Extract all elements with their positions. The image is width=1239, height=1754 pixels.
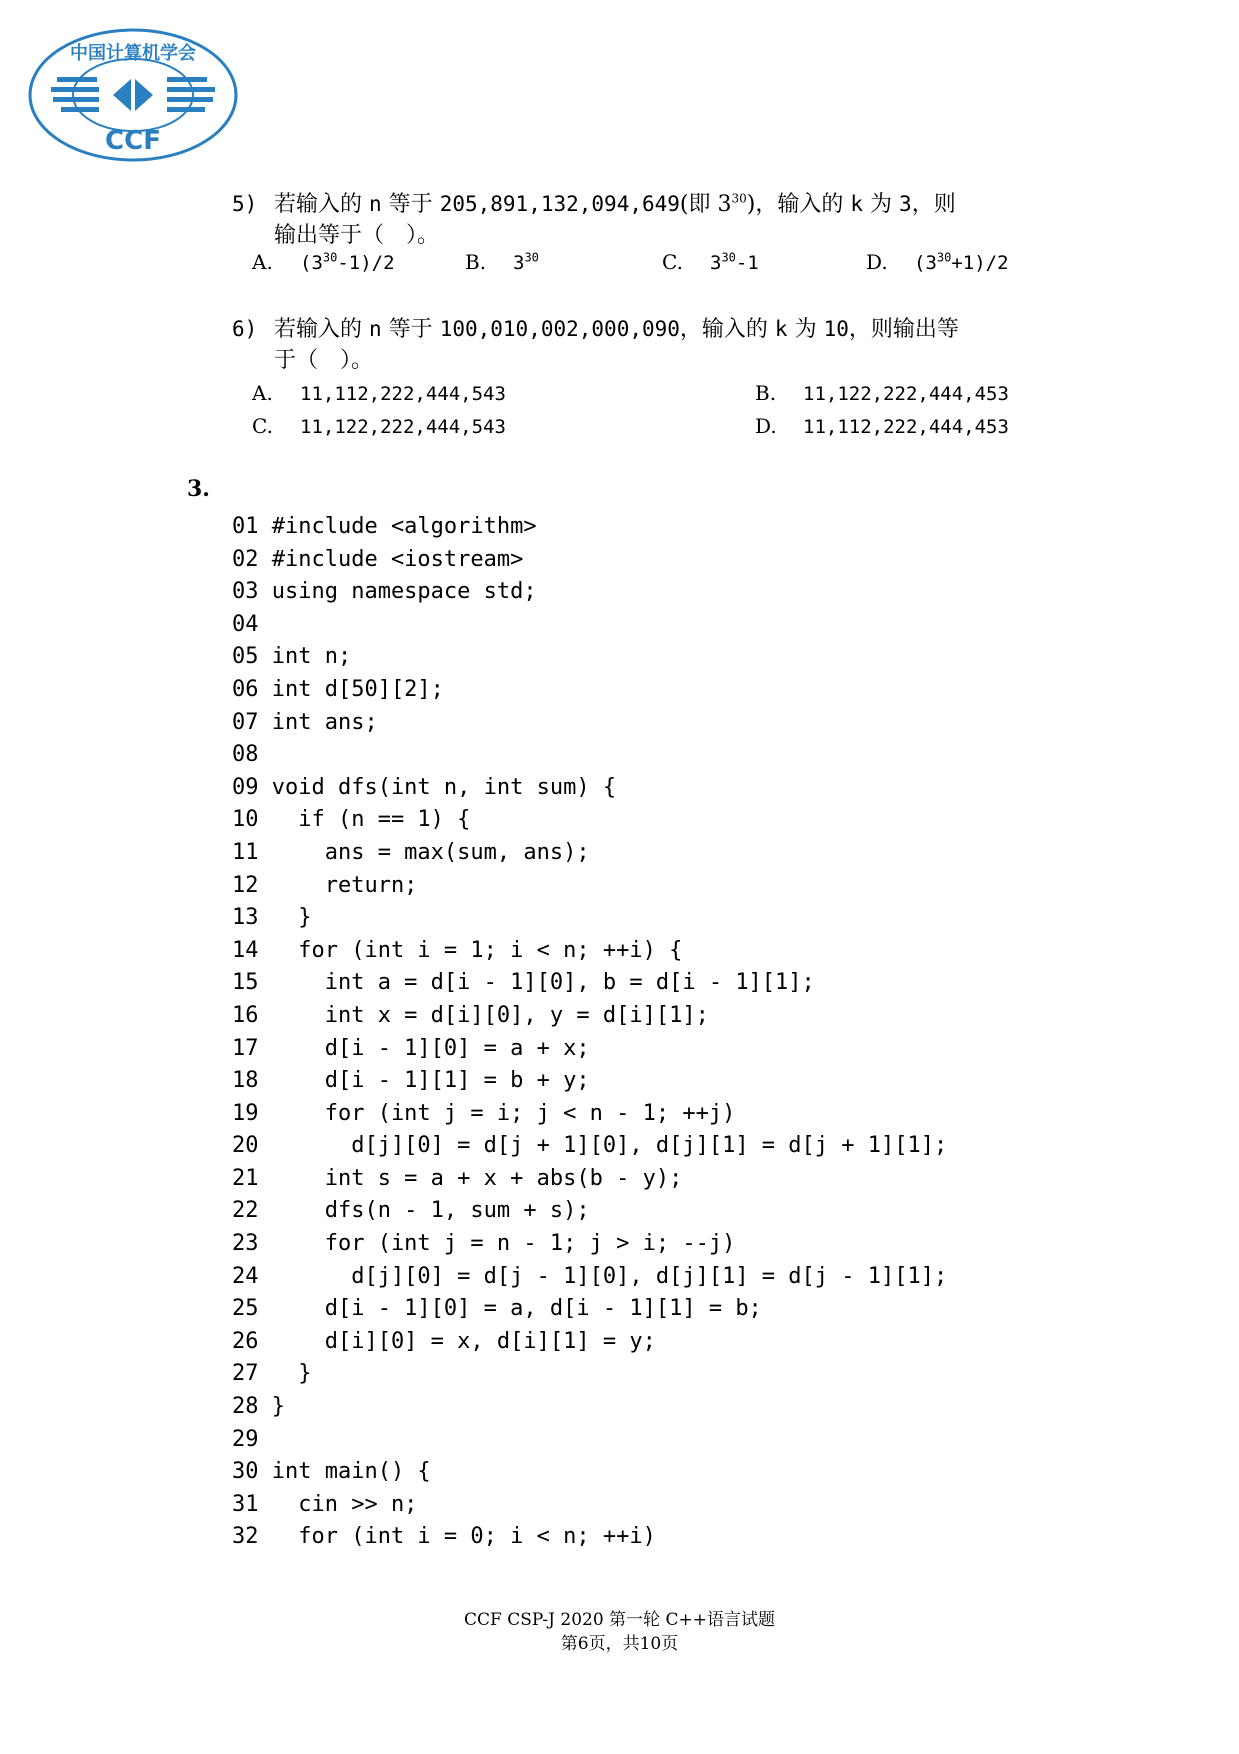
- question-6: [232, 314, 1032, 376]
- q6-option-d: D. 11,112,222,444,453: [755, 414, 1009, 438]
- code-line: 07 int ans;: [232, 709, 378, 735]
- question-number: 6): [232, 317, 258, 341]
- code-line: 21 int s = a + x + abs(b - y);: [232, 1165, 683, 1191]
- logo-text: 中国计算机学会: [70, 43, 196, 64]
- code-line: 31 cin >> n;: [232, 1491, 418, 1517]
- q6-option-c: C. 11,122,222,444,543: [252, 414, 506, 438]
- code-line: 30 int main() {: [232, 1459, 431, 1485]
- code-line: 14 for (int i = 1; i < n; ++i) {: [232, 937, 683, 963]
- code-line: 19 for (int j = i; j < n - 1; ++j): [232, 1100, 736, 1126]
- code-line: 11 ans = max(sum, ans);: [232, 839, 590, 865]
- code-line: 24 d[j][0] = d[j - 1][0], d[j][1] = d[j - 1][1];: [232, 1263, 948, 1289]
- code-line: 08: [232, 742, 259, 768]
- code-line: 10 if (n == 1) {: [232, 807, 471, 833]
- q5-option-b: B. $3^{30}$: [465, 250, 539, 274]
- code-line: 09 void dfs(int n, int sum) {: [232, 774, 617, 800]
- code-block: [232, 511, 947, 1554]
- code-line: 13 }: [232, 905, 312, 931]
- code-line: 02 #include <iostream>: [232, 546, 524, 572]
- section-number: 3.: [187, 476, 210, 502]
- code-line: 15 int a = d[i - 1][0], b = d[i - 1][1];: [232, 970, 815, 996]
- code-line: 17 d[i - 1][0] = a + x;: [232, 1035, 590, 1061]
- footer-page-number: 第6页，共10页: [560, 1634, 679, 1654]
- code-line: 18 d[i - 1][1] = b + y;: [232, 1068, 590, 1094]
- q5-option-a: A. $(3^{30}-1)/2$: [252, 250, 395, 274]
- question-number: 5): [232, 192, 258, 217]
- code-line: 22 dfs(n - 1, sum + s);: [232, 1198, 590, 1224]
- code-line: 04: [232, 611, 259, 637]
- code-line: 23 for (int j = n - 1; j > i; --j): [232, 1231, 736, 1257]
- q5-option-d: D. $(3^{30}+1)/2$: [866, 250, 1009, 274]
- q5-stem: 若输入的 n 等于 205,891,132,094,649(即 $3^{30}$)，输入的 k 为 3，则: [274, 192, 956, 218]
- q6-stem-line2: 于（ ）。: [274, 348, 374, 373]
- logo-abbr: CCF: [105, 126, 161, 156]
- code-line: 25 d[i - 1][0] = a, d[i - 1][1] = b;: [232, 1296, 762, 1322]
- q6-stem: 若输入的 n 等于 100,010,002,000,090，输入的 k 为 10，则输出等: [274, 317, 959, 342]
- q6-option-b: B. 11,122,222,444,453: [755, 381, 1009, 405]
- q6-option-a: A. 11,112,222,444,543: [252, 381, 506, 405]
- q5-stem-line2: 输出等于（ ）。: [274, 223, 440, 249]
- code-line: 03 using namespace std;: [232, 579, 537, 605]
- code-line: 01 #include <algorithm>: [232, 514, 537, 539]
- ccf-logo: [27, 27, 240, 164]
- q5-option-c: C. $3^{30}-1$: [662, 250, 759, 274]
- code-line: 05 int n;: [232, 644, 352, 670]
- code-line: 32 for (int i = 0; i < n; ++i): [232, 1524, 656, 1550]
- code-line: 16 int x = d[i][0], y = d[i][1];: [232, 1002, 709, 1028]
- code-line: 12 return;: [232, 872, 418, 898]
- code-line: 28 }: [232, 1394, 285, 1420]
- code-line: 20 d[j][0] = d[j + 1][0], d[j][1] = d[j + 1][1];: [232, 1133, 948, 1159]
- code-line: 29: [232, 1426, 259, 1452]
- code-line: 06 int d[50][2];: [232, 676, 444, 702]
- code-line: 26 d[i][0] = x, d[i][1] = y;: [232, 1328, 656, 1354]
- footer-title: CCF CSP-J 2020 第一轮 C++语言试题: [464, 1610, 775, 1630]
- question-5: [232, 184, 1032, 251]
- code-line: 27 }: [232, 1361, 312, 1387]
